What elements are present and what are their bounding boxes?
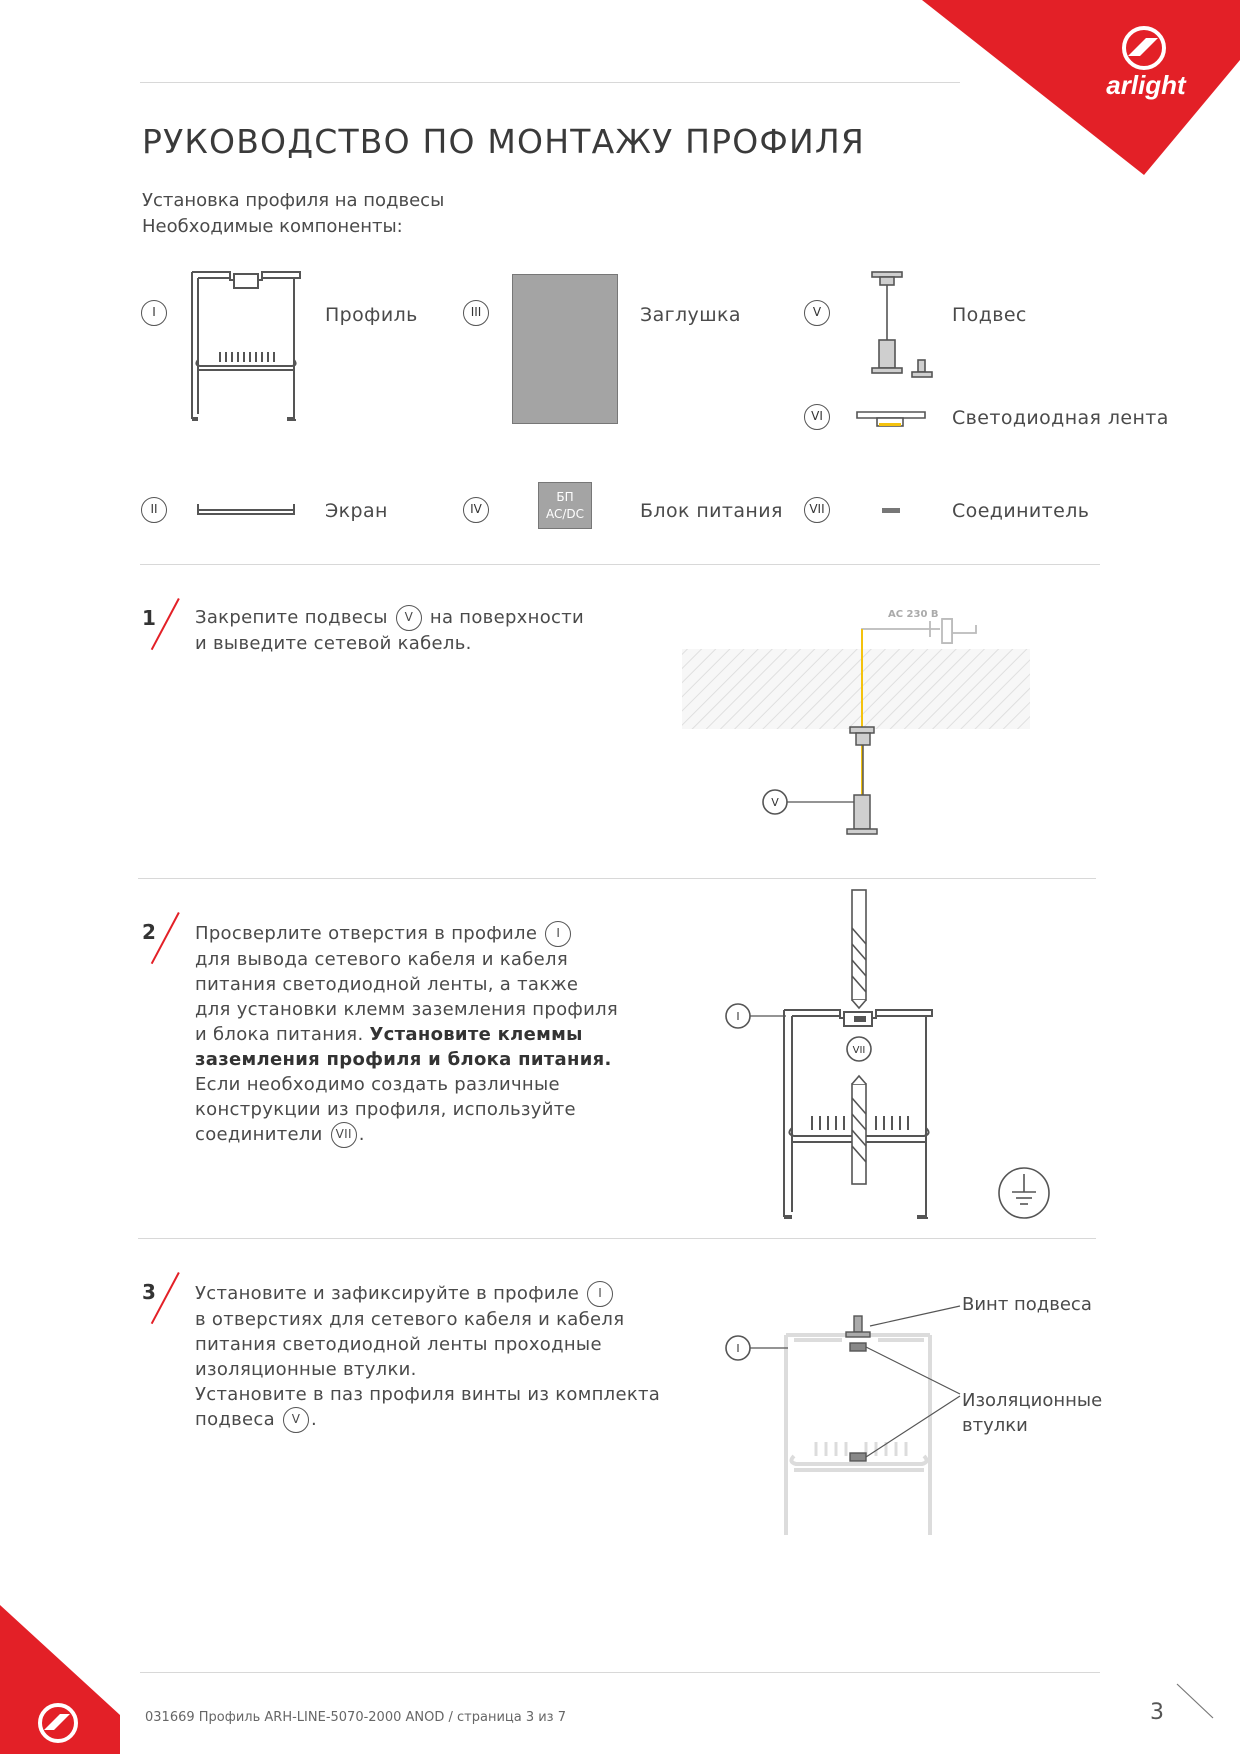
component-label-endcap: Заглушка — [640, 304, 741, 326]
step-1-voltage-label: AC 230 В — [888, 609, 939, 620]
intro-line-1: Установка профиля на подвесы — [142, 190, 445, 211]
bushing-top-icon — [850, 1343, 866, 1351]
step-3-text: Установите и зафиксируйте в профиле I в отверстиях для сетевого кабеля и кабеля питания светодиодной ленты проходные изоляционные втулки. Установите в паз профиля винты из комплекта подвеса V . — [195, 1281, 665, 1433]
step-2-ref-profile: I — [545, 921, 571, 947]
bushing-bottom-icon — [850, 1453, 866, 1461]
step-1-diagram — [680, 585, 1040, 855]
profile-drawing — [190, 270, 302, 422]
psu-line-1: БП — [556, 490, 574, 504]
component-ref-iv: IV — [463, 497, 489, 523]
screen-drawing — [196, 500, 296, 518]
component-label-psu: Блок питания — [640, 500, 783, 522]
brand-corner-top — [922, 0, 1240, 175]
step-3-diagram-ref: I — [736, 1342, 740, 1355]
brand-corner-bottom — [0, 1605, 120, 1754]
component-ref-v: V — [804, 300, 830, 326]
callout-bushings: Изоляционные втулки — [962, 1390, 1103, 1436]
component-label-connector: Соединитель — [952, 500, 1090, 522]
step-2-diagram — [720, 888, 1060, 1223]
psu-drawing — [538, 482, 592, 529]
component-label-suspension: Подвес — [952, 304, 1027, 326]
divider-step-2 — [138, 1238, 1096, 1239]
step-2-number: 2 — [142, 920, 156, 944]
component-ref-iii: III — [463, 300, 489, 326]
component-label-led-strip: Светодиодная лента — [952, 407, 1169, 429]
step-2-ref-connector: VII — [331, 1122, 357, 1148]
footer-rule — [140, 1672, 1100, 1673]
endcap-drawing — [512, 274, 618, 424]
page-corner-line — [1175, 1682, 1215, 1722]
divider-components — [140, 564, 1100, 565]
step-3-number: 3 — [142, 1280, 156, 1304]
callout-suspension-screw: Винт подвеса — [962, 1294, 1092, 1315]
step-2-diagram-ref-connector: VII — [852, 1045, 866, 1056]
ground-symbol-icon — [999, 1168, 1049, 1218]
step-2-diagram-ref-profile: I — [736, 1010, 740, 1023]
footer-doc-info: 031669 Профиль ARH-LINE-5070-2000 ANOD / страница 3 из 7 — [145, 1710, 567, 1725]
component-ref-vi: VI — [804, 404, 830, 430]
divider-step-1 — [138, 878, 1096, 879]
step-1-diagram-ref: V — [771, 796, 779, 809]
component-label-profile: Профиль — [325, 304, 418, 326]
step-1-ref: V — [396, 605, 422, 631]
step-1-number: 1 — [142, 606, 156, 630]
logo-wordmark: arlight — [1106, 70, 1186, 100]
step-3-diagram — [720, 1280, 960, 1540]
psu-line-2: AC/DC — [545, 507, 585, 521]
component-label-screen: Экран — [325, 500, 388, 522]
step-1-text: Закрепите подвесы V на поверхности и выведите сетевой кабель. — [195, 607, 584, 654]
intro-line-2: Необходимые компоненты: — [142, 216, 403, 237]
page-title: РУКОВОДСТВО ПО МОНТАЖУ ПРОФИЛЯ — [142, 122, 866, 161]
step-2-text: Просверлите отверстия в профиле I для вывода сетевого кабеля и кабеля питания светодиодной ленты, а также для установки клемм заземления профиля и блока питания. Установите клеммы заземления профиля и блока питания. Если необходимо создать различные конструкции из профиля, используйте соединители VII . — [195, 921, 655, 1148]
step-3-ref-profile: I — [587, 1281, 613, 1307]
suspension-screw-icon — [846, 1316, 870, 1337]
suspension-drawing — [866, 270, 942, 382]
top-rule — [140, 82, 960, 83]
component-ref-vii: VII — [804, 497, 830, 523]
component-ref-ii: II — [141, 497, 167, 523]
page-number: 3 — [1150, 1700, 1164, 1725]
step-3-ref-suspension: V — [283, 1407, 309, 1433]
led-strip-drawing — [855, 408, 927, 430]
drill-bit-bottom-icon — [852, 1076, 866, 1184]
component-ref-i: I — [141, 300, 167, 326]
drill-bit-top-icon — [852, 890, 866, 1008]
connector-drawing — [882, 508, 900, 513]
